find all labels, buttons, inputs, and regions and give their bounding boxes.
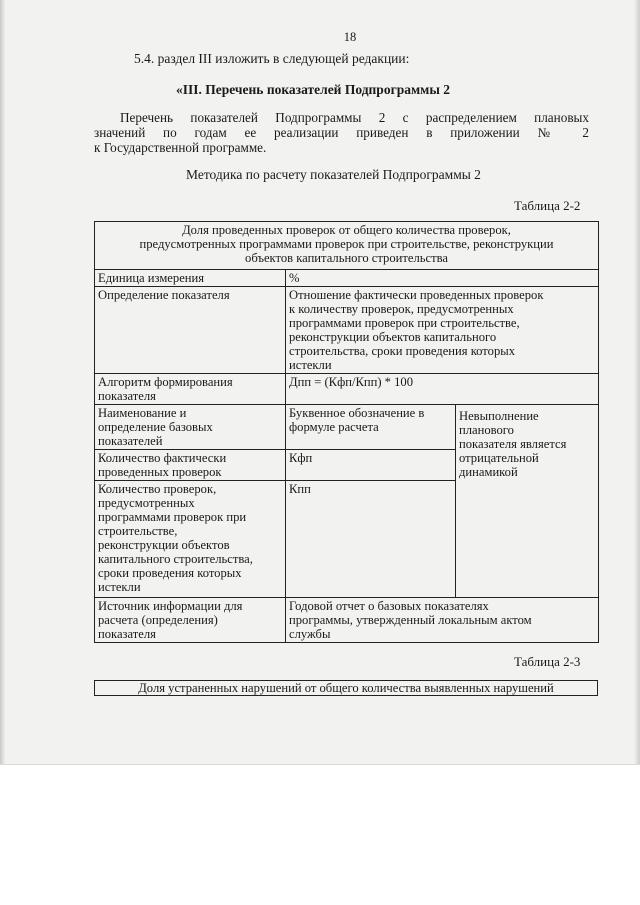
table-label-2-3: Таблица 2-3 [514, 654, 581, 669]
table-label-2-2: Таблица 2-2 [514, 198, 581, 213]
paragraph-line-1: Перечень показателей Подпрограммы 2 с распределением плановых [120, 110, 589, 125]
algorithm-value-cell [286, 374, 599, 405]
unit-value: % [289, 271, 300, 285]
planned-checks-symbol: Кпп [289, 482, 311, 496]
symbol-header-cell [286, 405, 456, 450]
source-value-cell [286, 598, 599, 643]
definition-value: Отношение фактически проведенных проверок к количеству проверок, предусмотренных программами проверок при строительстве, реконструкции объектов капитального строительства, сроки проведения которых истекли [289, 288, 544, 372]
negative-dynamics-note: Невыполнение планового показателя является отрицательной динамикой [459, 409, 567, 479]
planned-symbol-cell [286, 481, 456, 598]
paragraph-line-2: значений по годам ее реализации приведен в приложении № 2 [94, 125, 589, 140]
unit-label: Единица измерения [98, 271, 205, 285]
definition-label: Определение показателя [98, 288, 230, 302]
actual-symbol-cell [286, 450, 456, 481]
source-value: Годовой отчет о базовых показателях программы, утвержденный локальным актом службы [289, 599, 532, 641]
source-label-cell [95, 598, 286, 643]
scan-edge-right [634, 0, 640, 764]
actual-checks-label: Количество фактически проведенных проверок [98, 451, 227, 479]
base-indicators-label: Наименование и определение базовых показателей [98, 406, 213, 448]
planned-label-cell [95, 481, 286, 598]
definition-label-cell [95, 287, 286, 374]
table-row [95, 374, 599, 405]
indicator-table-2-3-title: Доля устраненных нарушений от общего количества выявленных нарушений [94, 680, 598, 696]
table-row [95, 405, 599, 450]
paragraph-line-3: к Государственной программе. [94, 140, 267, 155]
table-row [95, 270, 599, 287]
section-heading: «III. Перечень показателей Подпрограммы 2 [176, 82, 451, 97]
unit-label-cell [95, 270, 286, 287]
table-row [95, 287, 599, 374]
actual-label-cell [95, 450, 286, 481]
planned-checks-label: Количество проверок, предусмотренных программами проверок при строительстве, реконструкции объектов капитального строительства, сроки проведения которых истекли [98, 482, 253, 594]
note-cell [456, 405, 599, 598]
methodology-title: Методика по расчету показателей Подпрограммы 2 [186, 167, 481, 182]
algorithm-formula: Дпп = (Кфп/Кпп) * 100 [289, 375, 414, 389]
symbol-header: Буквенное обозначение в формуле расчета [289, 406, 425, 434]
actual-checks-symbol: Кфп [289, 451, 313, 465]
table-row [95, 222, 599, 270]
source-label: Источник информации для расчета (определения) показателя [98, 599, 243, 641]
page-number: 18 [343, 30, 357, 44]
unit-value-cell [286, 270, 599, 287]
section-instruction: 5.4. раздел III изложить в следующей редакции: [134, 51, 410, 66]
table-row [95, 598, 599, 643]
table-title-cell [95, 222, 599, 270]
indicator-table-2-2 [94, 221, 599, 643]
algorithm-label: Алгоритм формирования показателя [98, 375, 233, 403]
table-title: Доля проведенных проверок от общего количества проверок, предусмотренных программами проверок при строительстве, реконструкции объектов капитального строительства [139, 223, 554, 265]
algorithm-label-cell [95, 374, 286, 405]
scan-edge-left [0, 0, 5, 764]
base-label-cell [95, 405, 286, 450]
definition-value-cell [286, 287, 599, 374]
